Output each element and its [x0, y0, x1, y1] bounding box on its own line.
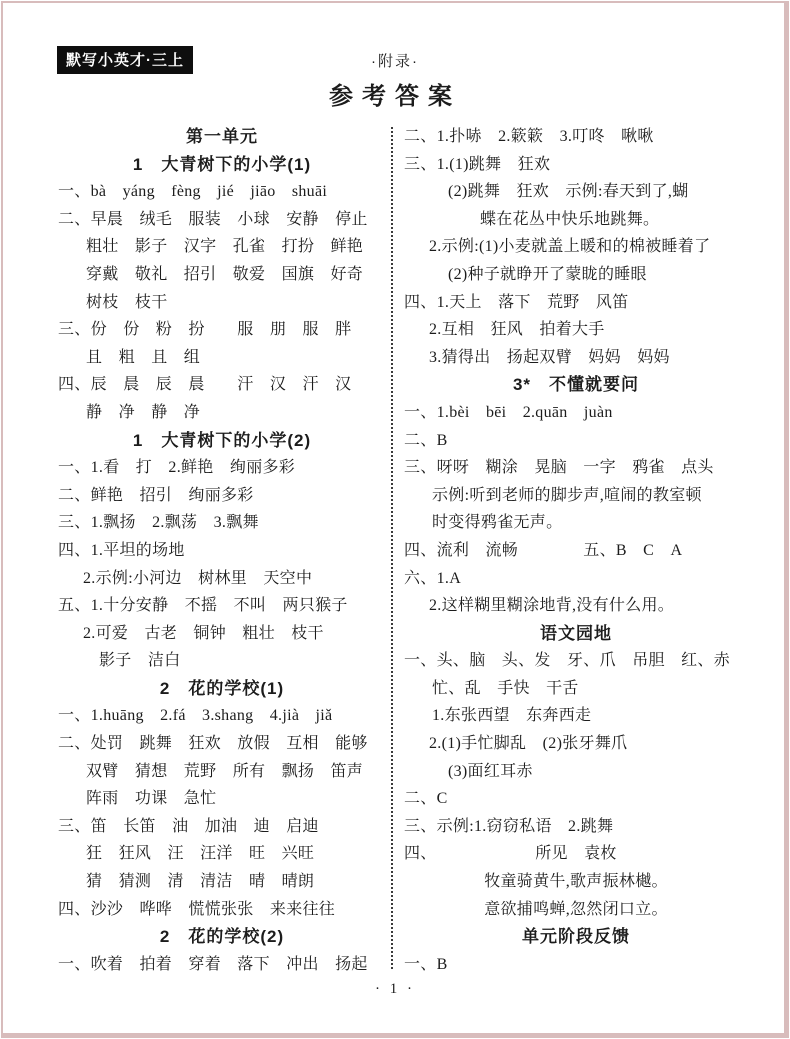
answer-line: 五、1.十分安静 不摇 不叫 两只猴子: [58, 597, 348, 615]
answer-line: 穿戴 敬礼 招引 敬爱 国旗 好奇: [86, 265, 364, 283]
answer-line: 一、1.看 打 2.鲜艳 绚丽多彩: [58, 459, 296, 477]
section-heading: 1 大青树下的小学(1): [132, 154, 312, 174]
answer-line: 3.猜得出 扬起双臂 妈妈 妈妈: [429, 348, 670, 366]
answer-line: 三、份 份 粉 扮 服 朋 服 胖: [58, 321, 352, 339]
answer-line: 树枝 枝干: [86, 293, 168, 311]
answer-line: (2)跳舞 狂欢 示例:春天到了,蝴: [448, 183, 689, 201]
right-column: [404, 123, 748, 978]
page-number: · 1 ·: [375, 981, 415, 997]
answer-line: 二、早晨 绒毛 服装 小球 安静 停止: [58, 210, 368, 228]
brand-badge: 默写小英才·三上: [57, 46, 193, 74]
answer-line: 蝶在花丛中快乐地跳舞。: [480, 210, 660, 228]
answer-line: 影子 洁白: [99, 652, 181, 670]
answer-line: 二、处罚 跳舞 狂欢 放假 互相 能够: [58, 735, 368, 753]
answer-line: 一、bà yáng fèng jié jiāo shuāi: [58, 183, 328, 201]
answer-line: 二、鲜艳 招引 绚丽多彩: [58, 486, 254, 504]
answer-line: 狂 狂风 汪 汪洋 旺 兴旺: [86, 845, 315, 863]
answer-line: 双臂 猜想 荒野 所有 飘扬 笛声: [86, 762, 364, 780]
answer-line: [404, 840, 748, 868]
section-heading: 语文园地: [540, 623, 612, 643]
section-heading: 1 大青树下的小学(2): [132, 430, 312, 450]
section-heading: 第一单元: [186, 127, 258, 146]
answer-line: 示例:听到老师的脚步声,喧闹的教室顿: [432, 486, 702, 504]
answer-line: 2.(1)手忙脚乱 (2)张牙舞爪: [429, 735, 628, 753]
answer-line: 牧童骑黄牛,歌声振林樾。: [484, 873, 668, 891]
answer-line: 四、1.天上 落下 荒野 风笛: [404, 293, 629, 311]
page-title: 参考答案: [329, 83, 461, 110]
left-column: [58, 123, 386, 978]
answer-line: 猜 猜测 清 清洁 晴 晴朗: [86, 873, 315, 891]
answer-line: 1.东张西望 东奔西走: [432, 707, 592, 725]
answer-label: 四、: [404, 845, 437, 863]
answer-line: 四、沙沙 哗哗 慌慌张张 来来往往: [58, 900, 336, 918]
section-heading: 单元阶段反馈: [522, 927, 630, 947]
answer-line: 四、流利 流畅 五、B C A: [404, 541, 683, 559]
answer-line: 2.互相 狂风 拍着大手: [429, 321, 605, 339]
answer-line: 且 粗 且 组: [86, 348, 201, 366]
answer-line: 三、示例:1.窃窃私语 2.跳舞: [404, 817, 614, 835]
answer-line: 二、1.扑哧 2.簌簌 3.叮咚 啾啾: [404, 128, 654, 145]
answer-line: 2.这样糊里糊涂地背,没有什么用。: [429, 597, 675, 615]
answer-line: 二、C: [404, 790, 448, 808]
answer-line: 2.示例:(1)小麦就盖上暖和的棉被睡着了: [429, 238, 711, 256]
answer-line: 2.示例:小河边 树林里 天空中: [83, 569, 313, 587]
section-heading: 2 花的学校(1): [159, 678, 285, 698]
section-heading: 2 花的学校(2): [159, 927, 285, 947]
answer-line: (3)面红耳赤: [448, 762, 533, 780]
answer-line: 一、1.bèi bēi 2.quān juàn: [404, 403, 613, 421]
answer-line: 粗壮 影子 汉字 孔雀 打扮 鲜艳: [86, 238, 364, 256]
answer-line: 一、头、脑 头、发 牙、爪 吊胆 红、赤: [404, 652, 731, 670]
answer-line: 三、呀呀 糊涂 晃脑 一字 鸦雀 点头: [404, 459, 714, 477]
answer-line: 三、1.飘扬 2.飘荡 3.飘舞: [58, 514, 259, 532]
appendix-label: ·附录·: [371, 53, 419, 70]
column-divider: [391, 127, 393, 969]
answer-line: 阵雨 功课 急忙: [86, 790, 217, 808]
answer-line: 时变得鸦雀无声。: [432, 514, 563, 532]
poem-heading: 所见 袁枚: [535, 845, 617, 863]
answer-line: 忙、乱 手快 干舌: [432, 679, 579, 697]
answer-line: (2)种子就睁开了蒙眬的睡眼: [448, 265, 647, 283]
answer-line: 一、1.huāng 2.fá 3.shang 4.jià jiǎ: [58, 707, 333, 725]
answer-line: 静 净 静 净: [86, 403, 201, 421]
answer-line: 三、1.(1)跳舞 狂欢: [404, 155, 551, 173]
answer-line: 四、辰 晨 辰 晨 汗 汉 汗 汉: [58, 376, 352, 394]
answer-line: 一、B: [404, 955, 448, 973]
section-heading: 3* 不懂就要问: [512, 375, 640, 395]
answer-line: 一、吹着 拍着 穿着 落下 冲出 扬起: [58, 955, 368, 973]
answer-line: 三、笛 长笛 油 加油 迪 启迪: [58, 817, 319, 835]
answer-line: 四、1.平坦的场地: [58, 541, 185, 559]
answer-line: 意欲捕鸣蝉,忽然闭口立。: [484, 900, 668, 918]
answer-line: 六、1.A: [404, 569, 462, 587]
answer-line: 二、B: [404, 431, 448, 449]
answer-line: 2.可爱 古老 铜钟 粗壮 枝干: [83, 624, 324, 642]
